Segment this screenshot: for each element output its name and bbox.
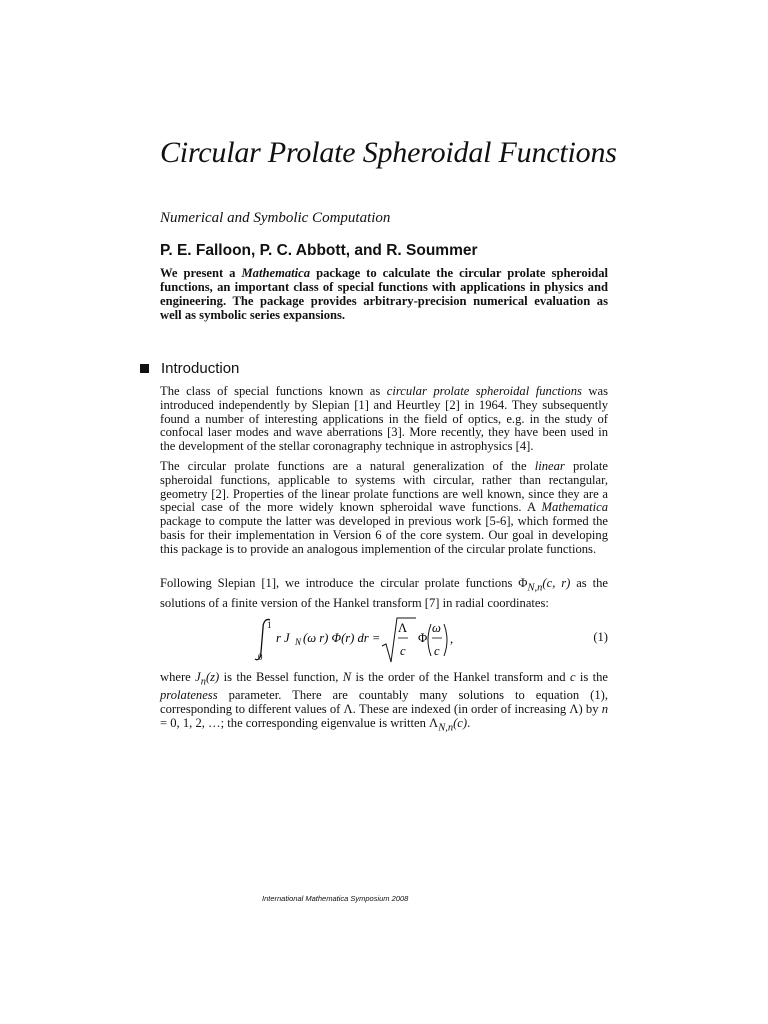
paragraph-text: = 0, 1, 2, …; the corresponding eigenvalue is written Λ bbox=[160, 715, 439, 730]
paragraph-text: is the bbox=[575, 670, 608, 684]
right-paren-icon bbox=[444, 624, 447, 656]
paragraph-text: prolate spheroidal functions, applicable to systems with circular, rather than rectangular, geometry [2]. Properties of the linear prolate functions are well known, since they are a special case of the more widely known spheroidal wave functions. A bbox=[160, 459, 608, 515]
math-subscript: N,n bbox=[438, 722, 454, 734]
abstract-text: package to calculate the circular prolate spheroidal functions, an important class of special functions with applications in physics and engineering. The package provides arbitrary-precision numerical evaluation as well as symbolic series expansions. bbox=[160, 266, 608, 322]
math-subscript: N,n bbox=[527, 582, 543, 594]
section-title: Introduction bbox=[161, 360, 240, 377]
paragraph-text: . bbox=[467, 715, 471, 730]
math-symbol: c bbox=[569, 670, 576, 684]
integrand-r-j: r J bbox=[276, 631, 290, 645]
integral-lower-limit: 0 bbox=[258, 652, 263, 662]
paragraph-emphasis: linear bbox=[534, 459, 565, 473]
integral-upper-limit: 1 bbox=[267, 620, 272, 630]
paragraph-text: was introduced independently by Slepian [1] and Heurtley [2] in 1964. They subsequently found a number of interesting applications in the field of optics, e.g. in the study of confocal laser modes and wave aberrations [3]. More recently, they have been used in the development of the stellar coronagraphy technique in astrophysics [4]. bbox=[160, 384, 609, 454]
math-symbol: Φ bbox=[518, 576, 528, 590]
paragraph-text: parameter. There are countably many solutions to equation (1), corresponding to different values of Λ. These are indexed (in order of increasing Λ) by bbox=[160, 688, 608, 717]
left-paren-icon bbox=[428, 624, 431, 656]
fraction-c: c bbox=[400, 644, 406, 658]
paragraph-emphasis: Mathematica bbox=[541, 500, 608, 515]
paragraph-text: is the order of the Hankel transform and bbox=[351, 670, 570, 684]
paragraph-emphasis: prolateness bbox=[160, 688, 218, 703]
phi-symbol: Φ bbox=[418, 631, 428, 645]
paragraph-text: package to compute the latter was developed in previous work [5-6], which formed the basis for their implementation in Version 6 of the core system. Our goal in developing this package is to provide an analogous implemention of the circular prolate functions. bbox=[160, 514, 608, 556]
paper-title: Circular Prolate Spheroidal Functions bbox=[160, 136, 617, 169]
math-args: (c) bbox=[453, 715, 468, 730]
abstract-text: We present a bbox=[160, 266, 242, 280]
paragraph-emphasis: circular prolate spheroidal functions bbox=[386, 384, 582, 398]
paragraph-text: is the Bessel function, bbox=[219, 670, 343, 684]
equation-graphic bbox=[160, 616, 608, 664]
paragraph-2 bbox=[160, 460, 608, 557]
equation-1 bbox=[160, 616, 608, 664]
paragraph-1 bbox=[160, 385, 608, 454]
paper-subtitle: Numerical and Symbolic Computation bbox=[160, 210, 391, 226]
abstract bbox=[160, 266, 608, 322]
page-footer: International Mathematica Symposium 2008 bbox=[262, 894, 409, 903]
abstract-emphasis: Mathematica bbox=[241, 266, 311, 280]
section-heading bbox=[140, 360, 239, 377]
equation-comma: , bbox=[450, 632, 454, 646]
paragraph-text: The circular prolate functions are a natural generalization of the bbox=[160, 459, 535, 473]
math-symbol: n bbox=[601, 702, 608, 717]
paragraph-text: Following Slepian [1], we introduce the circular prolate functions bbox=[160, 576, 519, 590]
math-args: (z) bbox=[205, 670, 220, 684]
paragraph-4 bbox=[160, 671, 608, 735]
equation-number: (1) bbox=[593, 630, 608, 644]
integrand-subscript: N bbox=[295, 637, 302, 647]
fraction-omega: ω bbox=[432, 621, 441, 635]
fraction-lambda: Λ bbox=[398, 621, 408, 635]
fraction-c-2: c bbox=[434, 644, 440, 658]
math-symbol: J bbox=[195, 670, 201, 684]
math-subscript: n bbox=[200, 676, 206, 688]
math-args: (c, r) bbox=[542, 576, 571, 590]
math-symbol: N bbox=[342, 670, 352, 684]
paragraph-text: The class of special functions known as bbox=[160, 384, 387, 398]
integrand-rest: (ω r) Φ(r) dr = bbox=[303, 631, 381, 645]
paragraph-text: where bbox=[160, 670, 196, 684]
paragraph-text: as the solutions of a finite version of the Hankel transform [7] in radial coordinates: bbox=[160, 576, 608, 610]
paper-authors: P. E. Falloon, P. C. Abbott, and R. Soummer bbox=[160, 242, 478, 259]
paragraph-3 bbox=[160, 576, 608, 611]
square-bullet-icon bbox=[140, 364, 149, 373]
